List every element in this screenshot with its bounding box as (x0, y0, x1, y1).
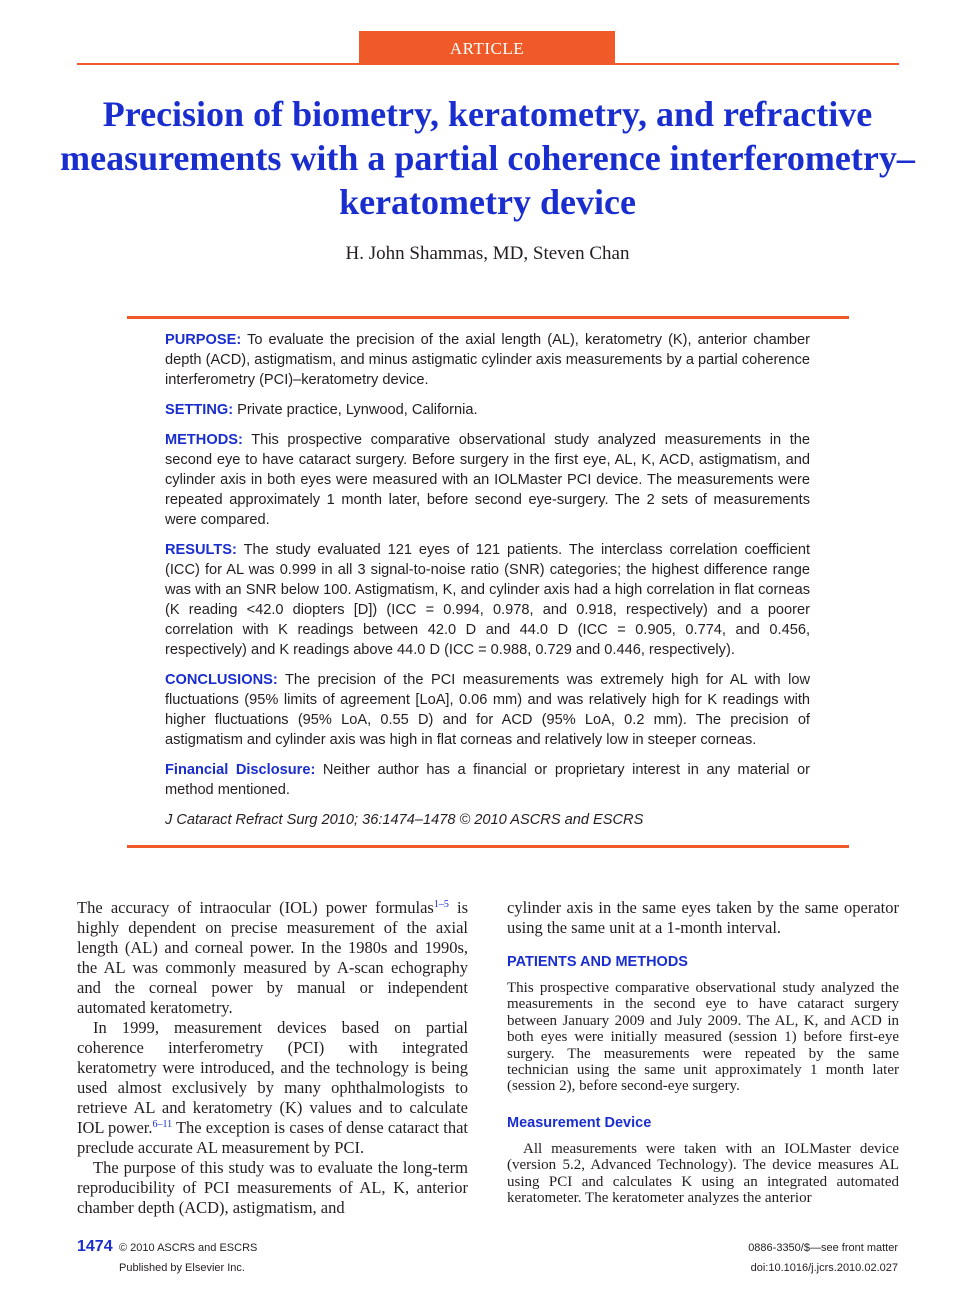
intro-paragraph-continued: cylinder axis in the same eyes taken by the same operator using the same unit at a 1-month interval. (507, 898, 899, 937)
disclosure-text: Neither author has a financial or proprietary interest in any material or method mentioned. (165, 762, 811, 798)
subsection-heading: Measurement Device (507, 1114, 652, 1131)
abstract-conclusions (165, 670, 810, 750)
conclusions-label: CONCLUSIONS: (165, 672, 278, 688)
abstract-purpose (165, 330, 810, 390)
purpose-label: PURPOSE: (165, 332, 242, 348)
methods-text: This prospective comparative observational study analyzed measurements in the second eye to have cataract surgery. Before surgery in the first eye, AL, K, ACD, astigmatism, and cylinder axis in both eyes were measured with an IOLMaster PCI device. The measurements were repeated approximately 1 month later, before second eye-surgery. The 2 sets of measurements were compared. (165, 432, 810, 528)
intro-paragraph-1: The accuracy of intraocular (IOL) power formulas$^{1-5}$ is highly dependent on precise measurement of the axial length (AL) and corneal power. In the 1980s and 1990s, the AL was commonly measured by A-scan echography and the corneal power by manual or independent automated keratometry. (77, 898, 468, 1017)
setting-label: SETTING: (165, 402, 234, 418)
abstract-disclosure (165, 760, 810, 800)
body-right-column (507, 898, 899, 1206)
abstract-setting (165, 400, 810, 420)
abstract-results (165, 540, 810, 660)
article-title: Precision of biometry, keratometry, and refractive measurements with a partial coherence interferometry–keratometry device (60, 94, 915, 222)
article-type-tag: ARTICLE (359, 31, 615, 65)
article-authors: H. John Shammas, MD, Steven Chan (345, 243, 630, 264)
section-heading: PATIENTS AND METHODS (507, 954, 688, 970)
methods-paragraph-2: All measurements were taken with an IOLMaster device (version 5.2, Advanced Technology). The device measures AL using PCI and calculates K using an integrated automated keratometer. The keratometer analyzes the anterior (507, 1140, 899, 1207)
footer-copyright: © 2010 ASCRS and ESCRS (119, 1242, 258, 1254)
intro-paragraph-3: The purpose of this study was to evaluate the long-term reproducibility of PCI measurements of AL, K, anterior chamber depth (ACD), astigmatism, and (77, 1158, 468, 1217)
abstract-bottom-rule (127, 845, 849, 848)
results-text: The study evaluated 121 eyes of 121 patients. The interclass correlation coefficient (ICC) for AL was 0.999 in all 3 signal-to-noise ratio (SNR) categories; the highest difference range was with an SNR below 100. Astigmatism, K, and cylinder axis had a high correlation in flat corneas (K reading <42.0 diopters [D]) (ICC = 0.994, 0.978, and 0.918, respectively) and a poorer correlation with K readings between 42.0 D and 44.0 D (ICC = 0.905, 0.774, and 0.456, respectively) and K readings above 44.0 D (ICC = 0.988, 0.729 and 0.446, respectively). (165, 542, 811, 658)
disclosure-label: Financial Disclosure: (165, 762, 316, 778)
page-number: 1474 (77, 1238, 113, 1255)
methods-label: METHODS: (165, 432, 243, 448)
abstract-citation: J Cataract Refract Surg 2010; 36:1474–1478 © 2010 ASCRS and ESCRS (165, 812, 644, 828)
setting-text: Private practice, Lynwood, California. (237, 402, 478, 418)
methods-paragraph-1: This prospective comparative observational study analyzed the measurements in the second eye to have cataract surgery between January 2009 and July 2009. The AL, K, and ACD in both eyes were initially measured (session 1) before first-eye surgery. The measurements were repeated by the same technician using the same unit approximately 1 month later (session 2), before second-eye surgery. (507, 980, 899, 1095)
abstract-methods (165, 430, 810, 530)
footer-publisher: Published by Elsevier Inc. (119, 1262, 245, 1274)
footer-issn: 0886-3350/$—see front matter (748, 1242, 898, 1254)
reference-link[interactable]: 1–5 (433, 899, 449, 910)
purpose-text: To evaluate the precision of the axial length (AL), keratometry (K), anterior chamber depth (ACD), astigmatism, and minus astigmatic cylinder axis measurements by a partial coherence interferometry (PCI)–keratometry device. (165, 332, 811, 388)
abstract (165, 330, 810, 840)
intro-paragraph-2: In 1999, measurement devices based on partial coherence interferometry (PCI) with integrated keratometry were introduced, and the technology is being used almost exclusively by many ophthalmologists to retrieve AL and keratometry (K) values and to calculate IOL power.$^{6-11}$ The exception is cases of dense cataract that preclude accurate AL measurement by PCI. (77, 1018, 468, 1157)
footer-doi[interactable]: doi:10.1016/j.jcrs.2010.02.027 (750, 1262, 898, 1274)
body-left-column (77, 898, 468, 1218)
abstract-top-rule (127, 316, 849, 319)
results-label: RESULTS: (165, 542, 237, 558)
reference-link[interactable]: 6–11 (152, 1119, 173, 1130)
conclusions-text: The precision of the PCI measurements was extremely high for AL with low fluctuations (95% limits of agreement [LoA], 0.06 mm) and was relatively high for K readings with higher fluctuations (95% LoA, 0.55 D) and for ACD (95% LoA, 0.2 mm). The precision of astigmatism and cylinder axis was high in flat corneas and relatively low in steeper corneas. (165, 672, 810, 748)
